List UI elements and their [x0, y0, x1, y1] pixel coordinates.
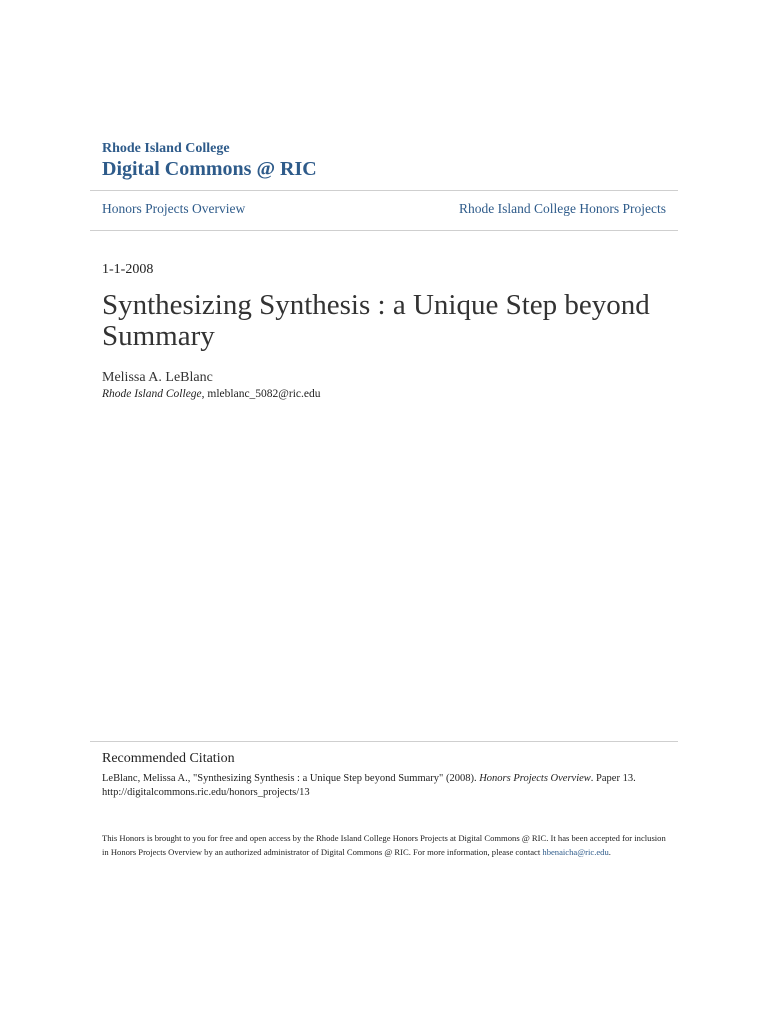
citation-url[interactable]: http://digitalcommons.ric.edu/honors_projects/13 — [102, 787, 310, 798]
paper-title: Synthesizing Synthesis : a Unique Step beyond Summary — [102, 289, 650, 352]
nav-divider — [90, 230, 678, 231]
author-affiliation — [102, 388, 321, 400]
repository-name[interactable]: Digital Commons @ RIC — [102, 158, 317, 180]
publication-date: 1-1-2008 — [102, 262, 154, 277]
ric-honors-projects-link[interactable]: Rhode Island College Honors Projects — [459, 201, 666, 216]
notice-text: This Honors is brought to you for free and open access by the Rhode Island College Honors Projects at Digital Commons @ RIC. It has been accepted for inclusion in Honors Projects Overview by an authorized administrator of Digital Commons @ RIC. For more information, please contact — [102, 833, 666, 857]
notice-trailing: . — [608, 847, 611, 857]
affiliation-institution: Rhode Island College — [102, 388, 202, 400]
citation-part-1: LeBlanc, Melissa A., "Synthesizing Synthesis : a Unique Step beyond Summary" (2008). — [102, 773, 480, 784]
honors-projects-overview-link[interactable]: Honors Projects Overview — [102, 201, 246, 216]
affiliation-separator: , — [201, 388, 208, 400]
contact-email-link[interactable]: hbenaicha@ric.edu — [542, 847, 609, 857]
citation-part-2: . Paper 13. — [590, 773, 636, 784]
citation-text — [102, 772, 672, 800]
author-email: mleblanc_5082@ric.edu — [207, 388, 321, 400]
citation-divider — [90, 741, 678, 742]
author-name: Melissa A. LeBlanc — [102, 370, 213, 385]
top-divider — [90, 190, 678, 191]
access-notice — [102, 831, 672, 859]
citation-series: Honors Projects Overview — [479, 773, 591, 784]
institution-name: Rhode Island College — [102, 141, 230, 156]
citation-heading: Recommended Citation — [102, 751, 235, 766]
repository-header — [102, 140, 317, 181]
